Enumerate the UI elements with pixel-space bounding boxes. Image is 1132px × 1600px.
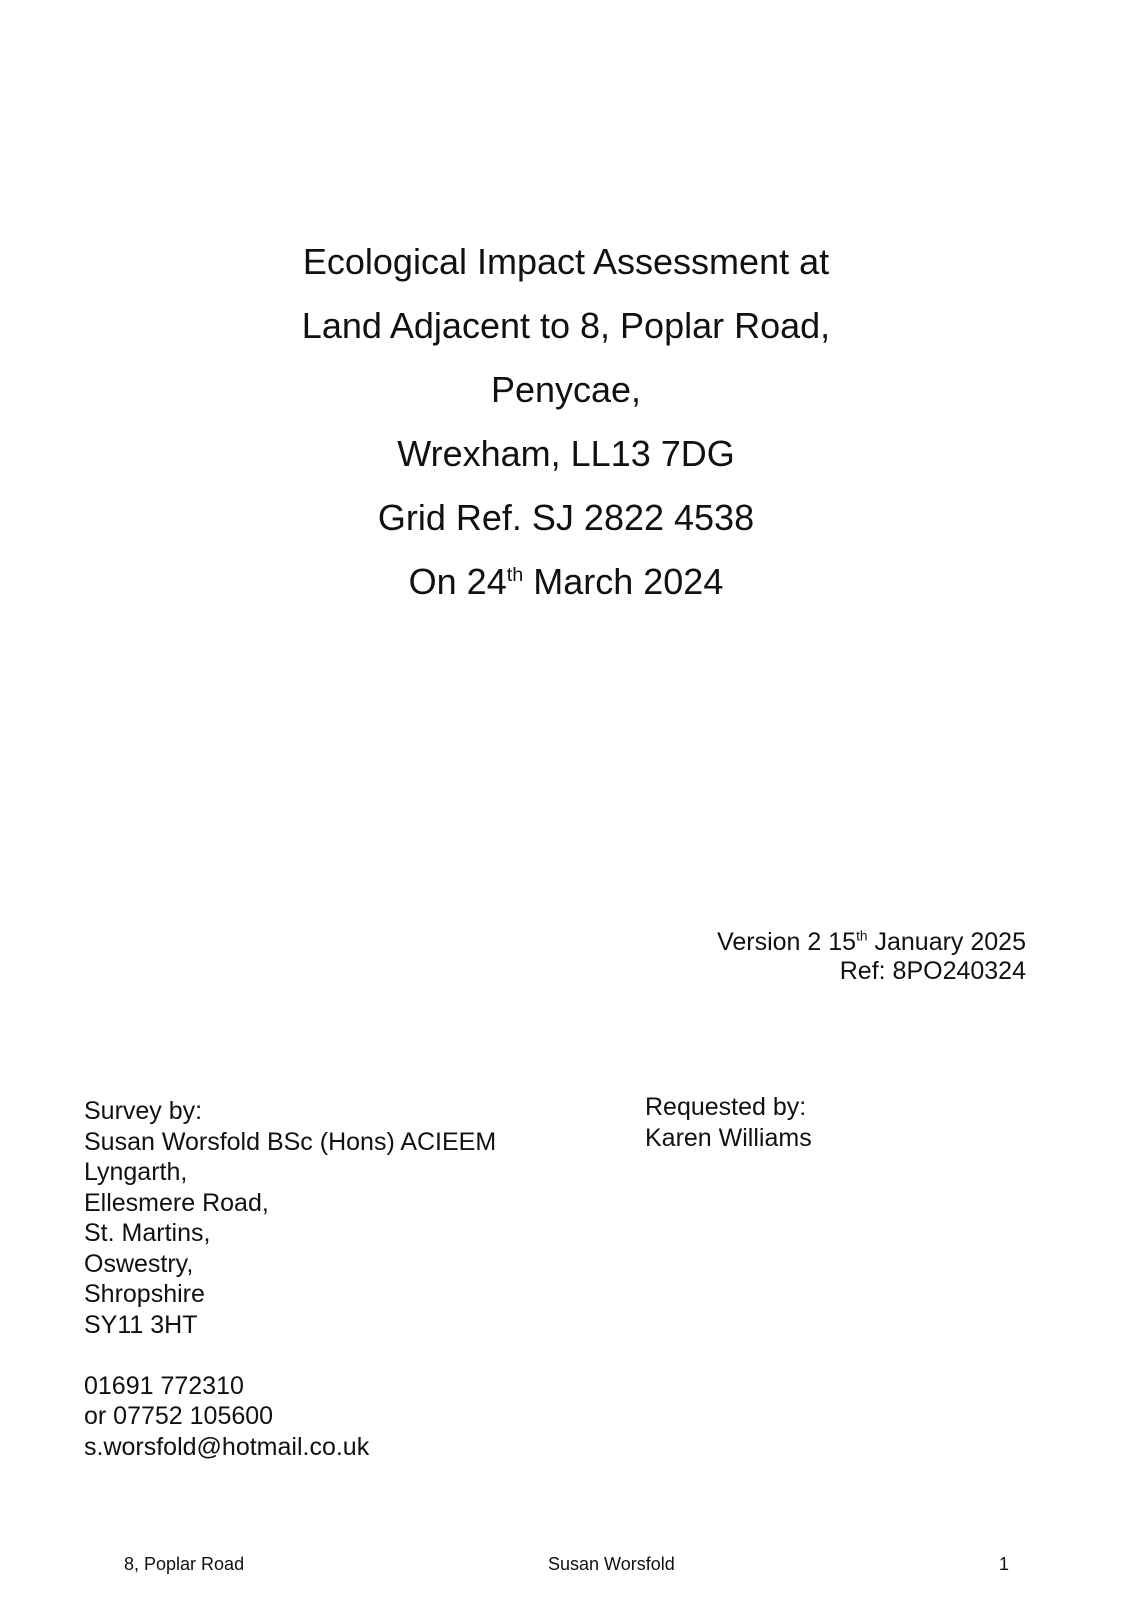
- survey-date-suffix: March 2024: [523, 561, 724, 602]
- phone-number: 01691 772310: [84, 1371, 244, 1400]
- address-line: Oswestry,: [84, 1249, 194, 1278]
- version-ordinal: th: [856, 928, 868, 944]
- address-line: Lyngarth,: [84, 1158, 188, 1186]
- survey-date-ordinal: th: [506, 564, 524, 586]
- footer-author: Susan Worsfold: [548, 1554, 675, 1574]
- version-line: [717, 928, 1026, 957]
- version-suffix: January 2025: [867, 928, 1026, 956]
- spacer: [84, 1340, 496, 1371]
- title-line-4: Wrexham, LL13 7DG: [397, 433, 735, 474]
- survey-date: [0, 562, 1132, 602]
- address-line: Ellesmere Road,: [84, 1188, 269, 1217]
- address-line: Shropshire: [84, 1280, 205, 1308]
- version-prefix: Version 2 15: [717, 928, 857, 956]
- version-info: [717, 928, 1026, 986]
- title-line-3: Penycae,: [490, 369, 642, 410]
- address-line: St. Martins,: [84, 1219, 211, 1247]
- surveyor-name: Susan Worsfold BSc (Hons) ACIEEM: [84, 1127, 497, 1156]
- requester-name: Karen Williams: [645, 1123, 812, 1152]
- title-line-1: Ecological Impact Assessment at: [302, 241, 830, 282]
- page-number: 1: [999, 1554, 1010, 1574]
- requested-heading: Requested by:: [645, 1093, 807, 1121]
- document-title: [0, 242, 1132, 626]
- title-line-2: Land Adjacent to 8, Poplar Road,: [301, 305, 831, 346]
- surveyor-details: [84, 1096, 496, 1462]
- mobile-number: or 07752 105600: [84, 1402, 274, 1430]
- survey-heading: Survey by:: [84, 1097, 203, 1125]
- footer-site: 8, Poplar Road: [124, 1554, 245, 1574]
- requester-details: [645, 1092, 812, 1153]
- email-address: s.worsfold@hotmail.co.uk: [84, 1432, 370, 1461]
- reference-number: Ref: 8PO240324: [839, 957, 1026, 985]
- postcode: SY11 3HT: [84, 1310, 198, 1339]
- grid-reference: Grid Ref. SJ 2822 4538: [377, 497, 755, 538]
- survey-date-prefix: On 24: [408, 561, 507, 602]
